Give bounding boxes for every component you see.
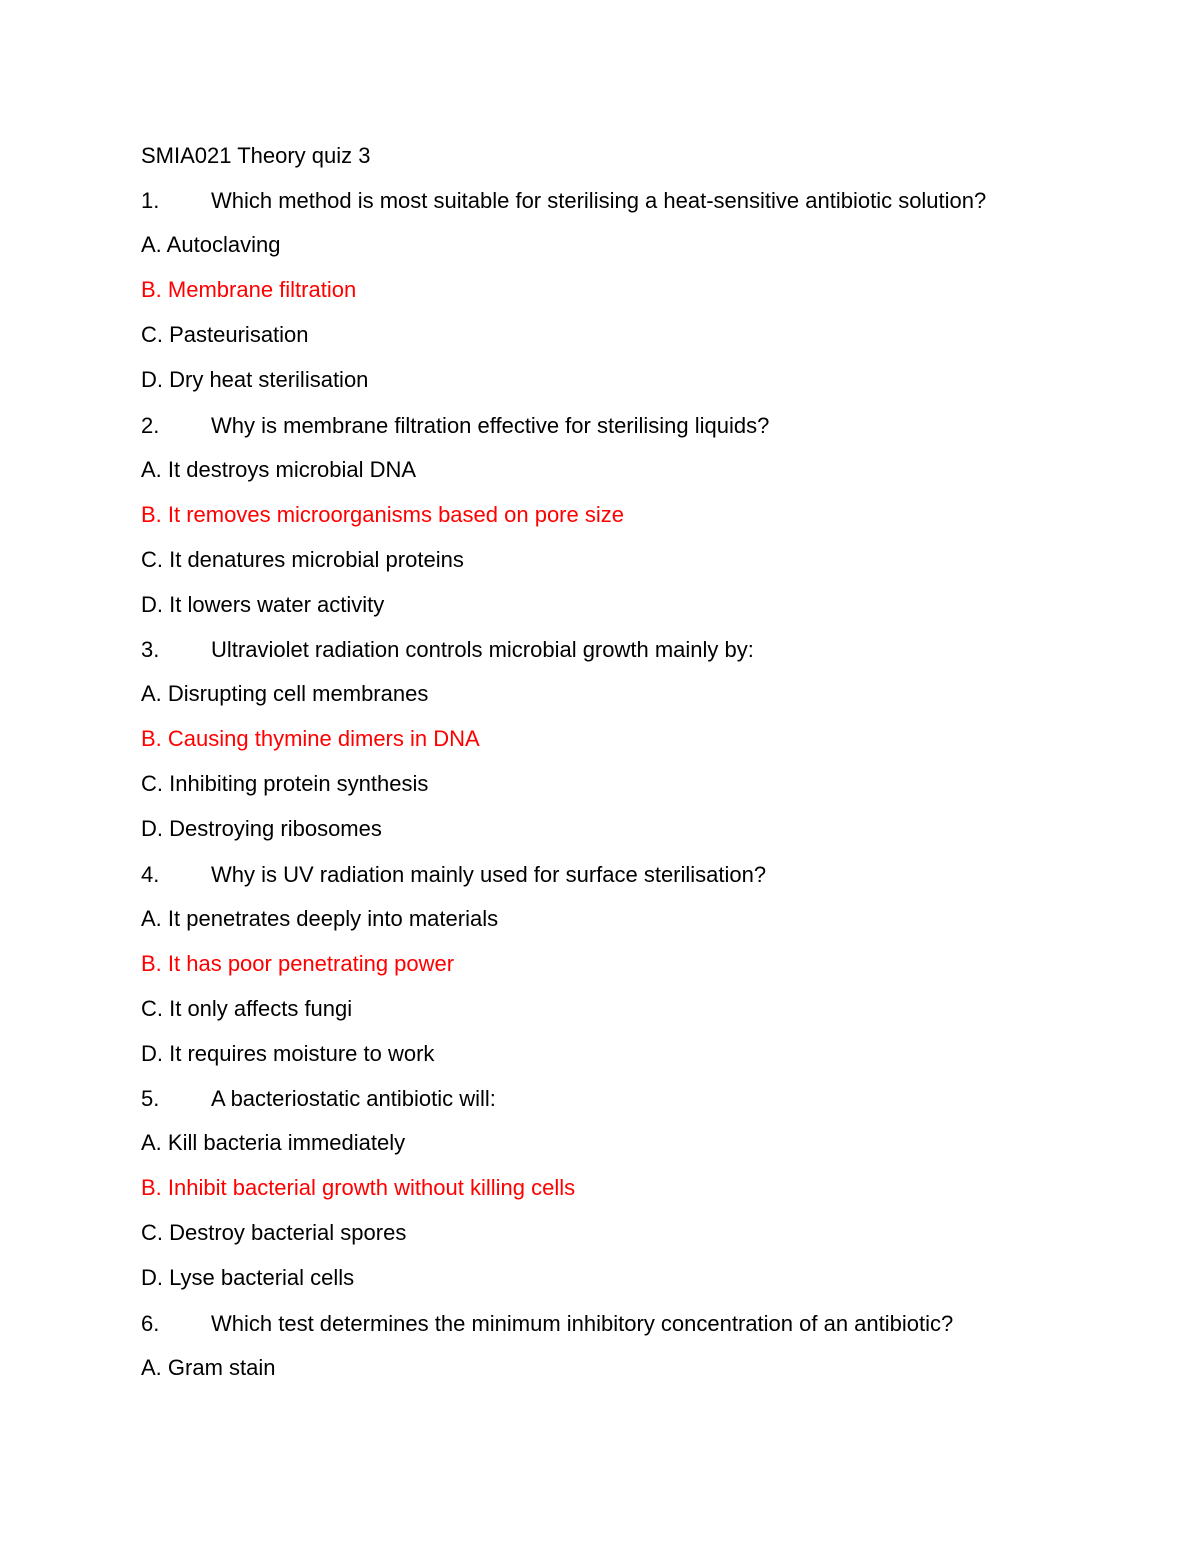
option-3c: C. Inhibiting protein synthesis — [141, 771, 429, 796]
question-number: 1. — [141, 188, 160, 213]
question-number: 2. — [141, 413, 160, 438]
question-number: 3. — [141, 637, 160, 662]
option-3b-correct: B. Causing thymine dimers in DNA — [141, 726, 480, 751]
question-6 — [141, 1311, 953, 1337]
option-3d: D. Destroying ribosomes — [141, 816, 382, 841]
question-5 — [141, 1086, 496, 1112]
question-2 — [141, 413, 769, 439]
question-4 — [141, 862, 766, 888]
question-number: 6. — [141, 1311, 160, 1336]
question-text: A bacteriostatic antibiotic will: — [211, 1086, 496, 1111]
question-text: Why is UV radiation mainly used for surface sterilisation? — [211, 862, 767, 887]
option-5a: A. Kill bacteria immediately — [141, 1130, 406, 1155]
option-5c: C. Destroy bacterial spores — [141, 1220, 407, 1245]
option-1d: D. Dry heat sterilisation — [141, 367, 369, 392]
question-text: Why is membrane filtration effective for sterilising liquids? — [211, 413, 770, 438]
option-5b-correct: B. Inhibit bacterial growth without killing cells — [141, 1175, 576, 1200]
option-6a: A. Gram stain — [141, 1355, 276, 1380]
option-1c: C. Pasteurisation — [141, 322, 309, 347]
question-number: 4. — [141, 862, 160, 887]
option-1b-correct: B. Membrane filtration — [141, 277, 357, 302]
option-4b-correct: B. It has poor penetrating power — [141, 951, 455, 976]
option-4a: A. It penetrates deeply into materials — [141, 906, 499, 931]
option-2d: D. It lowers water activity — [141, 592, 385, 617]
page-title: SMIA021 Theory quiz 3 — [141, 143, 371, 168]
question-text: Which test determines the minimum inhibitory concentration of an antibiotic? — [211, 1311, 954, 1336]
question-number: 5. — [141, 1086, 160, 1111]
question-text: Which method is most suitable for sterilising a heat-sensitive antibiotic solution? — [211, 188, 987, 213]
option-1a: A. Autoclaving — [141, 232, 281, 257]
option-5d: D. Lyse bacterial cells — [141, 1265, 355, 1290]
option-4c: C. It only affects fungi — [141, 996, 353, 1021]
question-1 — [141, 188, 986, 214]
question-3 — [141, 637, 754, 663]
option-3a: A. Disrupting cell membranes — [141, 681, 429, 706]
option-2c: C. It denatures microbial proteins — [141, 547, 464, 572]
question-text: Ultraviolet radiation controls microbial growth mainly by: — [211, 637, 754, 662]
option-2b-correct: B. It removes microorganisms based on pore size — [141, 502, 624, 527]
option-2a: A. It destroys microbial DNA — [141, 457, 417, 482]
option-4d: D. It requires moisture to work — [141, 1041, 435, 1066]
